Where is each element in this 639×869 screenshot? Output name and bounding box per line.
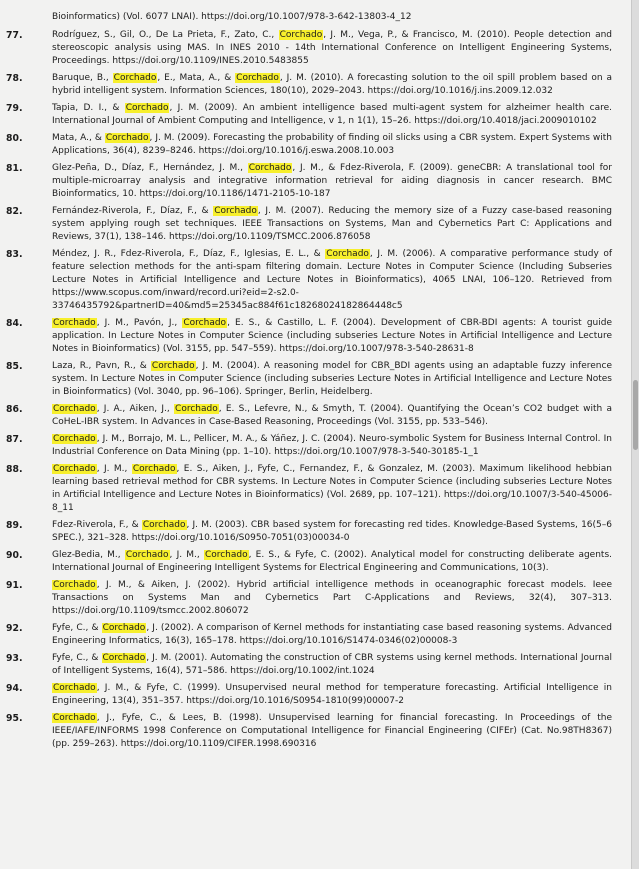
reference-number: 78. (6, 73, 23, 84)
highlighted-term: Corchado (204, 550, 248, 560)
highlighted-term: Corchado (125, 103, 169, 113)
highlighted-term: Corchado (142, 520, 186, 530)
reference-text: Corchado, J., Fyfe, C., & Lees, B. (1998). Unsupervised learning for financial forecasting. In Proceedings of the IEEE/IAFE/INFORMS 1998 Conference on Computational Intelligence for Financial Engineering (CIFEr) (Cat. No.98TH8367) (pp. 259–263). https://doi.org/10.1109/CIFER.1998.690316 (52, 713, 612, 749)
reference-continuation: Bioinformatics) (Vol. 6077 LNAI). https://doi.org/10.1007/978-3-642-13803-4_12 (52, 12, 412, 22)
highlighted-term: Corchado (53, 434, 96, 444)
reference-item (0, 205, 639, 244)
reference-number: 94. (6, 683, 23, 694)
highlighted-term: Corchado (113, 73, 157, 83)
reference-number: 92. (6, 623, 23, 634)
reference-item (0, 433, 639, 459)
highlighted-term: Corchado (102, 653, 146, 663)
reference-item (0, 463, 639, 515)
highlighted-term: Corchado (132, 464, 176, 474)
reference-number: 90. (6, 550, 23, 561)
reference-text: Corchado, J. M., Corchado, E. S., Aiken, J., Fyfe, C., Fernandez, F., & Gonzalez, M. (2003). Maximum likelihood hebbian learning based retrieval method for CBR systems. In Lecture Notes in Computer Science (including subseries Lecture Notes in Artificial Intelligence and Lecture Notes in Bioinformatics) (Vol. 2689, pp. 107–121). https://doi.org/10.1007/3-540-45006-8_11 (52, 464, 613, 513)
reference-number: 77. (6, 30, 23, 41)
highlighted-term: Corchado (53, 683, 96, 693)
highlighted-term: Corchado (248, 163, 292, 173)
reference-number: 85. (6, 361, 23, 372)
reference-list (0, 29, 639, 755)
reference-item (0, 682, 639, 708)
reference-item (0, 248, 639, 313)
reference-item (0, 652, 639, 678)
highlighted-term: Corchado (151, 361, 195, 371)
reference-item (0, 162, 639, 201)
reference-item (0, 622, 639, 648)
highlighted-term: Corchado (175, 404, 218, 414)
highlighted-term: Corchado (53, 580, 96, 590)
reference-text: Laza, R., Pavn, R., & Corchado, J. M. (2004). A reasoning model for CBR_BDI agents using an adaptable fuzzy inference system. In Lecture Notes in Computer Science (including subseries Lecture Notes in Artificial Intelligence and Lecture Notes in Bioinformatics) (Vol. 3040, pp. 96–106). Springer, Berlin, Heidelberg. (52, 361, 612, 397)
reference-text: Baruque, B., Corchado, E., Mata, A., & Corchado, J. M. (2010). A forecasting solution to the oil spill problem based on a hybrid intelligent system. Information Sciences, 180(10), 2029–2043. https://doi.org/10.1016/j.ins.2009.12.032 (52, 73, 612, 96)
reference-number: 82. (6, 206, 23, 217)
reference-number: 81. (6, 163, 23, 174)
scrollbar-thumb[interactable] (633, 380, 638, 450)
highlighted-term: Corchado (125, 550, 169, 560)
reference-text: Fyfe, C., & Corchado, J. (2002). A comparison of Kernel methods for instantiating case based reasoning systems. Advanced Engineering Informatics, 16(3), 165–178. https://doi.org/10.1016/S1474-0346(02)00008-3 (52, 623, 612, 646)
reference-item (0, 549, 639, 575)
reference-text: Corchado, J. A., Aiken, J., Corchado, E. S., Lefevre, N., & Smyth, T. (2004). Quantifying the Ocean’s CO2 budget with a CoHeL-IBR system. In Advances in Case-Based Reasoning, Proceedings (Vol. 3155, pp. 533–546). (52, 404, 612, 427)
highlighted-term: Corchado (53, 464, 96, 474)
highlighted-term: Corchado (214, 206, 257, 216)
reference-text: Corchado, J. M., Pavón, J., Corchado, E. S., & Castillo, L. F. (2004). Development of CBR-BDI agents: A tourist guide application. In Lecture Notes in Computer Science (including subseries Lecture Notes in Artificial Intelligence and Lecture Notes in Bioinformatics) (Vol. 3155, pp. 547–559). https://doi.org/10.1007/978-3-540-28631-8 (52, 318, 612, 354)
reference-item (0, 317, 639, 356)
reference-item (0, 360, 639, 399)
highlighted-term: Corchado (102, 623, 146, 633)
reference-item (0, 712, 639, 751)
reference-text: Glez-Bedia, M., Corchado, J. M., Corchado, E. S., & Fyfe, C. (2002). Analytical model for constructing deliberate agents. International Journal of Engineering Intelligent Systems for Electrical Engineering and Communications, 10(3). (52, 550, 612, 573)
reference-number: 83. (6, 249, 23, 260)
highlighted-term: Corchado (105, 133, 149, 143)
reference-number: 93. (6, 653, 23, 664)
reference-text: Corchado, J. M., & Fyfe, C. (1999). Unsupervised neural method for temperature forecasting. Artificial Intelligence in Engineering, 13(4), 351–357. https://doi.org/10.1016/S0954-1810(99)00007-2 (52, 683, 612, 706)
reference-number: 79. (6, 103, 23, 114)
reference-text: Fernández-Riverola, F., Díaz, F., & Corchado, J. M. (2007). Reducing the memory size of a Fuzzy case-based reasoning system applying rough set techniques. IEEE Transactions on Systems, Man and Cybernetics Part C: Applications and Reviews, 37(1), 138–146. https://doi.org/10.1109/TSMCC.2006.876058 (52, 206, 612, 242)
reference-text: Corchado, J. M., & Aiken, J. (2002). Hybrid artificial intelligence methods in oceanographic forecast models. Ieee Transactions on Systems Man and Cybernetics Part C-Applications and Reviews, 32(4), 307–313. https://doi.org/10.1109/tsmcc.2002.806072 (52, 580, 612, 616)
reference-item (0, 579, 639, 618)
reference-text: Tapia, D. I., & Corchado, J. M. (2009). An ambient intelligence based multi-agent system for alzheimer health care. International Journal of Ambient Computing and Intelligence, v 1, n 1(1), 15–26. https://doi.org/10.4018/jaci.2009010102 (52, 103, 612, 126)
reference-number: 86. (6, 404, 23, 415)
reference-text: Méndez, J. R., Fdez-Riverola, F., Díaz, F., Iglesias, E. L., & Corchado, J. M. (2006). A comparative performance study of feature selection methods for the anti-spam filtering domain. Lecture Notes in Computer Science (Including Subseries Lecture Notes in Artificial Intelligence and Lecture Notes in Bioinformatics), 4065 LNAI, 106–120. Retrieved from https://www.scopus.com/inward/record.uri?eid=2-s2.0-33746435792&partnerID=40&md5=25345ac884f61c18268024182864448c5 (52, 249, 613, 311)
reference-text: Mata, A., & Corchado, J. M. (2009). Forecasting the probability of finding oil slicks using a CBR system. Expert Systems with Applications, 36(4), 8239–8246. https://doi.org/10.1016/j.eswa.2008.10.003 (52, 133, 612, 156)
reference-number: 80. (6, 133, 23, 144)
reference-item (0, 102, 639, 128)
reference-text: Fyfe, C., & Corchado, J. M. (2001). Automating the construction of CBR systems using kernel methods. International Journal of Intelligent Systems, 16(4), 571–586. https://doi.org/10.1002/int.1024 (52, 653, 612, 676)
highlighted-term: Corchado (53, 318, 96, 328)
reference-item (0, 403, 639, 429)
reference-number: 95. (6, 713, 23, 724)
vertical-scrollbar[interactable] (631, 0, 639, 869)
highlighted-term: Corchado (279, 30, 323, 40)
reference-text: Glez-Peña, D., Díaz, F., Hernández, J. M., Corchado, J. M., & Fdez-Riverola, F. (2009). geneCBR: A translational tool for multiple-microarray analysis and integrative information retrieval for aiding diagnosis in cancer research. BMC Bioinformatics, 10. https://doi.org/10.1186/1471-2105-10-187 (52, 163, 612, 199)
reference-text: Rodríguez, S., Gil, O., De La Prieta, F., Zato, C., Corchado, J. M., Vega, P., & Francisco, M. (2010). People detection and stereoscopic analysis using MAS. In INES 2010 - 14th International Conference on Intelligent Engineering Systems, Proceedings. https://doi.org/10.1109/INES.2010.5483855 (52, 30, 613, 66)
highlighted-term: Corchado (236, 73, 279, 83)
reference-item (0, 132, 639, 158)
reference-number: 87. (6, 434, 23, 445)
reference-number: 88. (6, 464, 23, 475)
highlighted-term: Corchado (183, 318, 227, 328)
highlighted-term: Corchado (53, 713, 96, 723)
reference-text: Corchado, J. M., Borrajo, M. L., Pellicer, M. A., & Yáñez, J. C. (2004). Neuro-symbolic System for Business Internal Control. In Industrial Conference on Data Mining (pp. 1–10). https://doi.org/10.1007/978-3-540-30185-1_1 (52, 434, 612, 457)
reference-text: Fdez-Riverola, F., & Corchado, J. M. (2003). CBR based system for forecasting red tides. Knowledge-Based Systems, 16(5–6 SPEC.), 321–328. https://doi.org/10.1016/S0950-7051(03)00034-0 (52, 520, 612, 543)
reference-number: 91. (6, 580, 23, 591)
reference-number: 84. (6, 318, 23, 329)
highlighted-term: Corchado (53, 404, 96, 414)
reference-item (0, 29, 639, 68)
highlighted-term: Corchado (326, 249, 369, 259)
reference-number: 89. (6, 520, 23, 531)
reference-item (0, 72, 639, 98)
reference-item (0, 519, 639, 545)
